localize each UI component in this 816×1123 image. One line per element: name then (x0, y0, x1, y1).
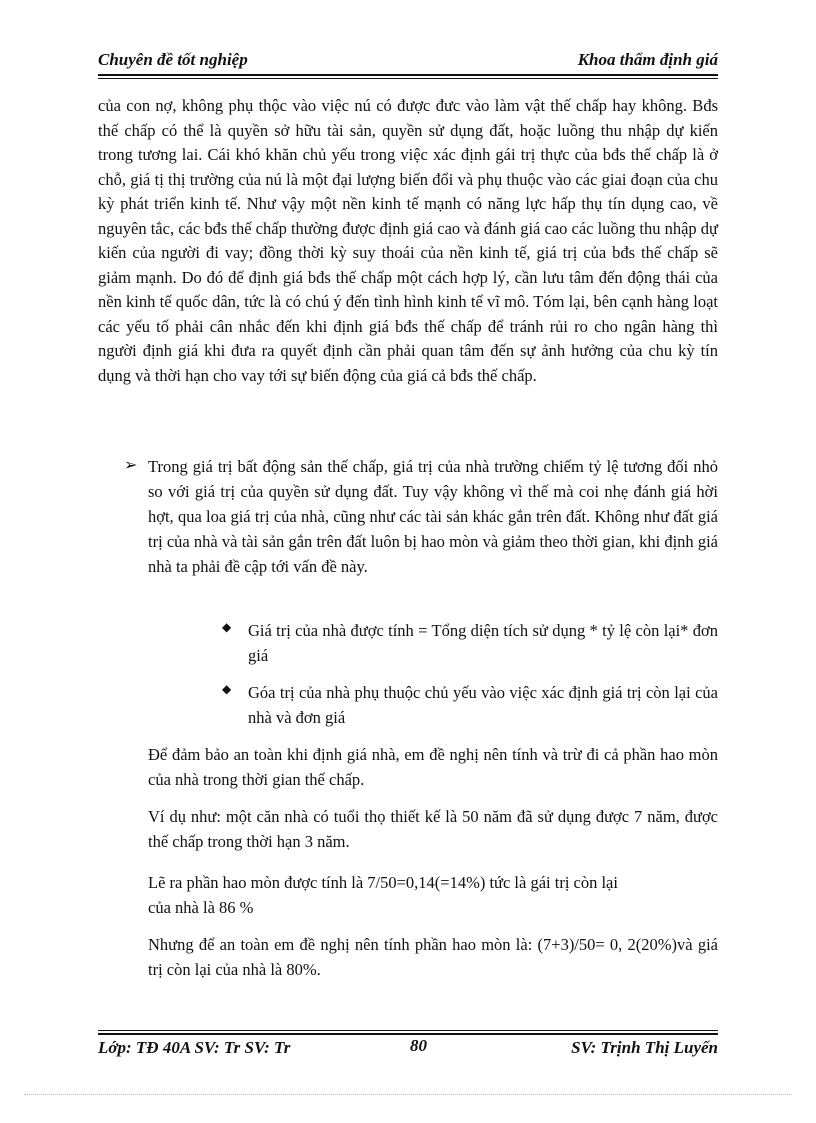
depreciation-line-2 (148, 895, 718, 920)
header-rule-thick (98, 74, 718, 76)
header-rule-thin (98, 78, 718, 79)
depreciation-line-1: Lẽ ra phần hao mòn được tính là 7/50=0,14(=14%) tức là gái trị còn lại (148, 873, 618, 892)
paragraph-example: Ví dụ như: một căn nhà có tuổi thọ thiết kế là 50 năm đã sử dụng được 7 năm, được thế chấp trong thời hạn 3 năm. (148, 807, 718, 851)
sub-bullet-text: Góa trị của nhà phụ thuộc chủ yếu vào việc xác định giá trị còn lại của nhà và đơn giá (248, 683, 718, 727)
footer-class: Lớp: TĐ 40A SV: Tr SV: Tr (98, 1038, 291, 1057)
paragraph-proposal: Nhưng để an toàn em đề nghị nên tính phần hao mòn là: (7+3)/50= 0, 2(20%)và giá trị còn lại của nhà là 80%. (148, 935, 718, 979)
page-header (98, 46, 718, 74)
depreciation-word: 86 (219, 898, 236, 917)
depreciation-word: là (202, 898, 215, 917)
diamond-bullet-icon: ◆ (222, 620, 232, 634)
depreciation-word: nhà (175, 898, 199, 917)
arrow-bullet-icon: ➢ (124, 457, 138, 474)
bottom-dotted-divider (24, 1094, 792, 1095)
diamond-bullet-icon: ◆ (222, 682, 232, 696)
page-footer (98, 1036, 718, 1060)
sub-bullet-text: Giá trị của nhà được tính = Tổng diện tích sử dụng * tỷ lệ còn lại* đơn giá (248, 621, 718, 665)
footer-student-name: SV: Trịnh Thị Luyến (571, 1038, 718, 1057)
depreciation-word: của (148, 898, 171, 917)
depreciation-word: % (239, 898, 254, 917)
footer-rule-thin (98, 1030, 718, 1031)
header-thesis-title: Chuyên đề tốt nghiệp (98, 50, 248, 69)
paragraph-safety: Để đảm bảo an toàn khi định giá nhà, em đề nghị nên tính và trừ đi cả phần hao mòn của nhà trong thời gian thế chấp. (148, 745, 718, 789)
bullet-text: Trong giá trị bất động sản thế chấp, giá trị của nhà trường chiếm tỷ lệ tương đối nhỏ so với giá trị của quyền sử dụng đất. Tuy vậy không vì thế mà coi nhẹ đánh giá hời hợt, qua loa giá trị của nhà, cũng như các tài sản khác gắn trên đất. Không như đất giá trị của nhà và tài sản gắn trên đất luôn bị hao mòn và giảm theo thời gian, khi định giá nhà ta phải đề cập tới vấn đề này. (148, 457, 718, 576)
footer-rule-thick (98, 1033, 718, 1035)
page-number: 80 (410, 1036, 427, 1055)
paragraph-depreciation (148, 870, 718, 920)
header-faculty: Khoa thẩm định giá (577, 50, 718, 69)
intro-paragraph: của con nợ, không phụ thộc vào việc nú có được đưc vào làm vật thế chấp hay không. Bđs thế chấp có thể là quyền sở hữu tài sản, quyền sử dụng đất, hoặc luồng thu nhập dự kiến trong tương lai. Cái khó khăn chủ yếu trong việc xác định gái trị thực của bđs thế chấp là ở chỗ, giá tị thị trường của nú là một đại lượng biến đổi và phụ thuộc vào các giai đoạn của chu kỳ phát triển kinh tế. Như vậy một nền kinh tế mạnh có năng lực hấp thụ tín dụng cao, về nguyên tắc, các bđs thế chấp thường được định giá cao và đánh giá cao các luồng thu nhập dự kiến của người đi vay; đồng thời kỳ suy thoái của nền kinh tế, giá trị của bđs thế chấp sẽ giảm mạnh. Do đó để định giá bđs thế chấp một cách hợp lý, cần lưu tâm đến động thái của nền kinh tế quốc dân, tức là có chú ý đến tình hình kinh tế vĩ mô. Tóm lại, bên cạnh hàng loạt các yếu tố phải cân nhắc đến khi định giá bđs thế chấp để tránh rủi ro cho ngân hàng thì người định giá khi đưa ra quyết định cần phải quan tâm đến sự ảnh hưởng của chu kỳ tín dụng và thời hạn cho vay tới sự biến động của giá cả bđs thế chấp. (98, 96, 718, 385)
